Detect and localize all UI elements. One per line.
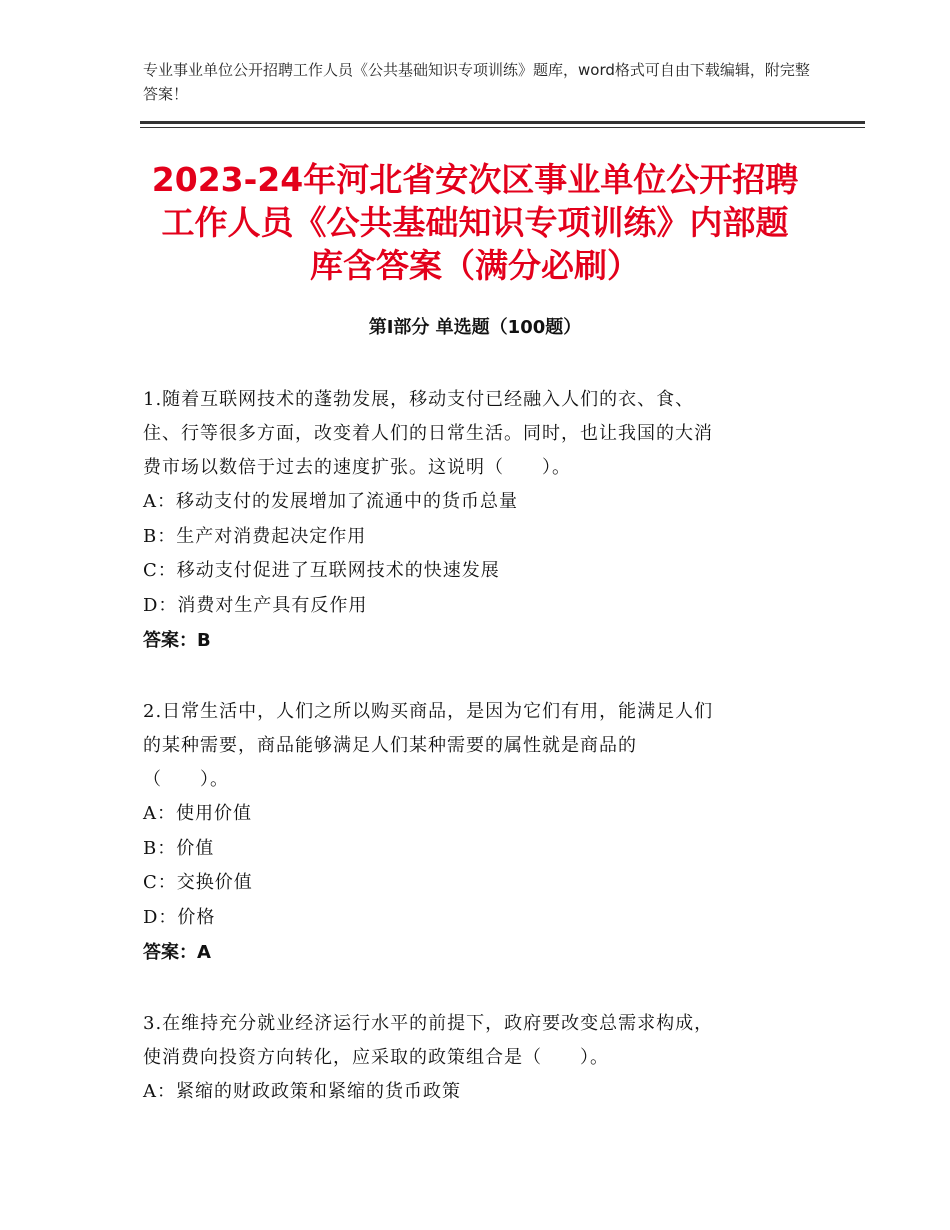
- section-title: 第Ⅰ部分 单选题（100题）: [368, 317, 582, 338]
- option-c: C：移动支付促进了互联网技术的快速发展: [143, 560, 500, 581]
- question-spacer: [143, 971, 805, 1007]
- question-spacer: [143, 659, 805, 695]
- question-stem-line: 2.日常生活中，人们之所以购买商品，是因为它们有用，能满足人们: [143, 701, 714, 722]
- option-a: A：移动支付的发展增加了流通中的货币总量: [143, 491, 518, 512]
- header-note: 专业事业单位公开招聘工作人员《公共基础知识专项训练》题库，word格式可自由下载编辑，附完整答案！: [143, 61, 810, 103]
- question-1: [143, 383, 805, 659]
- question-stem-line: 的某种需要，商品能够满足人们某种需要的属性就是商品的: [143, 735, 637, 756]
- document-title: [120, 158, 830, 287]
- question-stem-line: 住、行等很多方面，改变着人们的日常生活。同时，也让我国的大消: [143, 423, 713, 444]
- title-line: 2023-24年河北省安次区事业单位公开招聘: [151, 160, 799, 199]
- title-line: 工作人员《公共基础知识专项训练》内部题: [161, 203, 789, 242]
- question-2: [143, 695, 805, 971]
- header-rule-thin: [140, 127, 865, 128]
- option-b: B：生产对消费起决定作用: [143, 525, 367, 547]
- option-a: A：紧缩的财政政策和紧缩的货币政策: [143, 1081, 461, 1102]
- question-stem-line: 3.在维持充分就业经济运行水平的前提下，政府要改变总需求构成，: [143, 1013, 714, 1034]
- option-a: A：使用价值: [143, 803, 252, 824]
- answer: 答案：B: [143, 630, 211, 651]
- answer: 答案：A: [143, 942, 211, 963]
- question-stem-line: （ ）。: [143, 769, 229, 790]
- header-rule-thick: [140, 121, 865, 124]
- question-list: [143, 383, 805, 1110]
- question-stem-line: 费市场以数倍于过去的速度扩张。这说明（ ）。: [143, 457, 571, 478]
- option-d: D：价格: [143, 906, 216, 928]
- option-c: C：交换价值: [143, 872, 253, 893]
- title-line: 库含答案（满分必刷）: [310, 246, 640, 285]
- question-3: [143, 1007, 805, 1110]
- option-d: D：消费对生产具有反作用: [143, 594, 368, 616]
- question-stem-line: 1.随着互联网技术的蓬勃发展，移动支付已经融入人们的衣、食、: [143, 389, 695, 410]
- question-stem-line: 使消费向投资方向转化，应采取的政策组合是（ ）。: [143, 1047, 609, 1068]
- option-b: B：价值: [143, 837, 215, 859]
